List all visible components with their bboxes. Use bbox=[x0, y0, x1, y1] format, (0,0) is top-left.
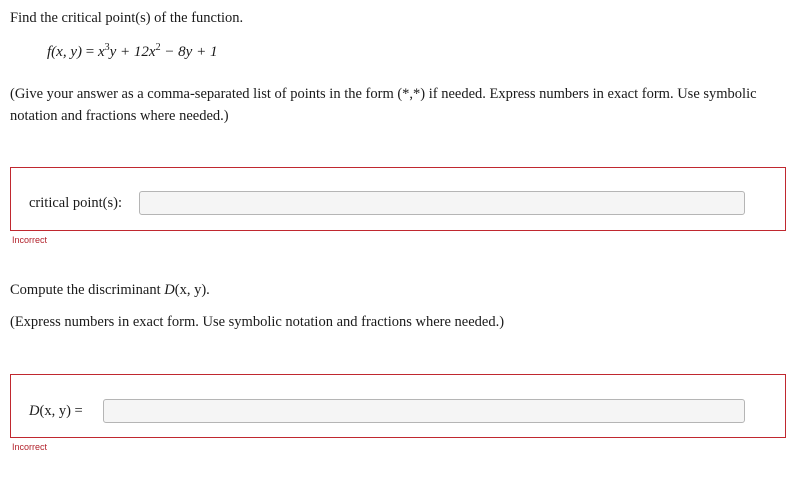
formula-tail: − 8y + 1 bbox=[160, 44, 218, 60]
critical-points-input[interactable] bbox=[139, 191, 745, 215]
discriminant-prompt-var: D bbox=[164, 282, 175, 298]
instructions-line-2: notation and fractions where needed.) bbox=[10, 108, 229, 124]
discriminant-input[interactable] bbox=[103, 399, 745, 423]
formula-x: x bbox=[97, 44, 105, 60]
answer-instructions bbox=[10, 83, 757, 127]
function-formula: f(x, $y) = x^3y + 12x^2 - 8y + 1$ bbox=[47, 42, 218, 60]
critical-points-label: critical point(s): bbox=[29, 195, 123, 211]
discriminant-prompt-pre: Compute the discriminant bbox=[10, 282, 165, 298]
discriminant-prompt-args: (x, y) bbox=[174, 282, 207, 298]
formula-exponent-2: 2 bbox=[155, 42, 161, 53]
discriminant-answer-box bbox=[10, 374, 786, 438]
critical-points-answer-box bbox=[10, 167, 786, 231]
discriminant-prompt bbox=[10, 282, 210, 299]
formula-middle: y + 12x bbox=[109, 44, 156, 60]
discriminant-status: Incorrect bbox=[12, 442, 48, 452]
discriminant-prompt-post: . bbox=[206, 282, 210, 298]
discriminant-label bbox=[29, 403, 83, 420]
discriminant-instructions: (Express numbers in exact form. Use symbolic notation and fractions where needed.) bbox=[10, 314, 505, 330]
critical-points-status: Incorrect bbox=[12, 235, 48, 245]
formula-lhs: f(x, y) bbox=[47, 44, 82, 60]
discriminant-label-args: (x, y) = bbox=[39, 403, 83, 419]
instructions-line-1: (Give your answer as a comma-separated list of points in the form (*,*) if needed. Express numbers in exact form. Use symbolic bbox=[10, 86, 757, 102]
formula-exponent-3: 3 bbox=[104, 42, 110, 53]
question-prompt: Find the critical point(s) of the function. bbox=[10, 10, 244, 26]
discriminant-label-var: D bbox=[29, 403, 40, 419]
